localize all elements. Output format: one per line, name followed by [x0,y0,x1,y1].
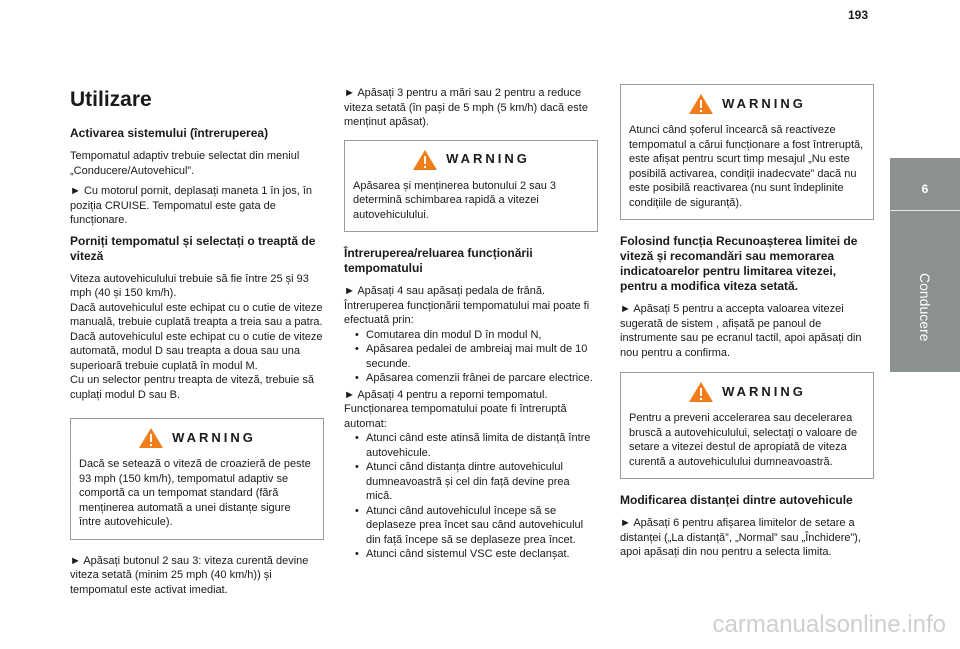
list-item: • Atunci când este atinsă limita de distanță între autovehicule. [344,431,598,460]
warning-box [620,84,874,220]
warning-box [620,372,874,479]
warning-text: Apăsarea și menținerea butonului 2 sau 3 determină schimbarea rapidă a vitezei autovehiculului. [353,179,557,221]
paragraph: ► Apăsați 5 pentru a accepta valoarea vitezei sugerată de sistem , afișată pe panoul de instrumente sau pe ecranul tactil, apoi apăsați din nou pentru a confirma. [620,303,862,359]
warning-text: Atunci când șoferul încearcă să reactiveze tempomatul a cărui funcționare a fost întreruptă, este afișat pentru scurt timp mesajul „Nu este posibilă activarea, condiții inadecvate” dacă nu este posibilă reactivarea (nu sunt îndeplinite condițiile de siguranță). [629,124,864,209]
list-item: • Apăsarea pedalei de ambreiaj mai mult de 10 secunde. [344,342,598,371]
paragraph: Cu un selector pentru treapta de viteză, trebuie să cuplați modul D sau B. [70,374,314,401]
column-3 [620,84,874,566]
section-title: Utilizare [70,88,152,111]
warning-header [629,381,865,403]
list-item: • Apăsarea comenzii frânei de parcare electrice. [344,371,598,386]
warning-title: WARNING [446,151,530,167]
warning-text: Dacă se setează o viteză de croazieră de peste 93 mph (150 km/h), tempomatul adaptiv se comportă ca un tempomat standard (fără menținerea automată a unei distanțe sigure între autovehicule). [79,458,311,528]
warning-header [353,149,589,171]
paragraph: Tempomatul adaptiv trebuie selectat din meniul „Conducere/Autovehicul”. [70,150,300,177]
paragraph: Dacă autovehiculul este echipat cu o cutie de viteze manuală, trebuie cuplată treapta a treia sau a patra. [70,301,323,328]
paragraph: ► Cu motorul pornit, deplasați maneta 1 în jos, în poziția CRUISE. Tempomatul este gata de funcționare. [70,185,313,226]
warning-text: Pentru a preveni accelerarea sau decelerarea bruscă a autovehiculului, selectați o valoare de setare a vitezei destul de apropiată de viteza curentă a autovehiculului dumneavoastră. [629,412,858,468]
warning-title: WARNING [172,429,256,445]
warning-triangle-icon [688,381,714,403]
paragraph: Întreruperea funcționării tempomatului mai poate fi efectuată prin: [344,299,590,326]
list-item: • Atunci când autovehiculul începe să se deplaseze prea încet sau când autovehiculul din față începe să se deplaseze prea încet. [344,504,598,548]
warning-triangle-icon [688,93,714,115]
column-2 [344,86,598,564]
paragraph: ► Apăsați butonul 2 sau 3: viteza curentă devine viteza setată (minim 25 mph (40 km/h)) și tempomatul este activat imediat. [70,554,309,596]
list-item: • Comutarea din modul D în modul N, [344,328,598,343]
chapter-divider [890,210,960,211]
warning-box [70,418,324,540]
paragraph: ► Apăsați 3 pentru a mări sau 2 pentru a reduce viteza setată (în pași de 5 mph (5 km/h) dacă este menținut apăsat). [344,87,588,128]
column-1 [70,80,324,603]
list-item: • Atunci când sistemul VSC este declanșat. [344,547,598,562]
paragraph: ► Apăsați 4 pentru a reporni tempomatul. [344,388,548,401]
list-item: • Atunci când distanța dintre autovehiculul dumneavoastră și cel din față devine prea mică. [344,460,598,504]
chapter-label: Conducere [917,272,933,342]
page-number: 193 [847,8,868,22]
paragraph: ► Apăsați 6 pentru afișarea limitelor de setare a distanței („La distanță”, „Normal” sau „Închidere”), apoi apăsați din nou pentru a selecta limita. [620,517,861,558]
pause-list [344,328,598,386]
warning-triangle-icon [138,427,164,449]
paragraph: Viteza autovehiculului trebuie să fie între 25 și 93 mph (40 și 150 km/h). [70,272,309,299]
warning-header [79,427,315,449]
paragraph: Funcționarea tempomatului poate fi întreruptă automat: [344,403,567,430]
chapter-number: 6 [921,182,929,196]
paragraph: Dacă autovehiculul este echipat cu o cutie de viteze automată, modul D sau treapta a doua sau una superioară trebuie cuplată în modul M. [70,330,323,372]
heading-speed-recognition: Folosind funcția Recunoașterea limitei de viteză și recomandări sau memorarea indicatoarelor pentru limitarea vitezei, pentru a modifica viteza setată. [620,234,858,293]
heading-activation: Activarea sistemului (întreruperea) [70,126,269,140]
warning-title: WARNING [722,95,806,111]
heading-distance: Modificarea distanței dintre autovehicule [620,493,853,507]
heading-start: Porniți tempomatul și selectați o treaptă de viteză [70,233,316,263]
auto-pause-list [344,431,598,562]
warning-box [344,140,598,233]
warning-title: WARNING [722,383,806,399]
watermark: carmanualsonline.info [712,611,946,638]
warning-header [629,93,865,115]
heading-pause: Întreruperea/reluarea funcționării tempomatului [344,246,533,275]
paragraph: ► Apăsați 4 sau apăsați pedala de frână. [344,285,546,297]
warning-triangle-icon [412,149,438,171]
chapter-tab [890,158,960,372]
